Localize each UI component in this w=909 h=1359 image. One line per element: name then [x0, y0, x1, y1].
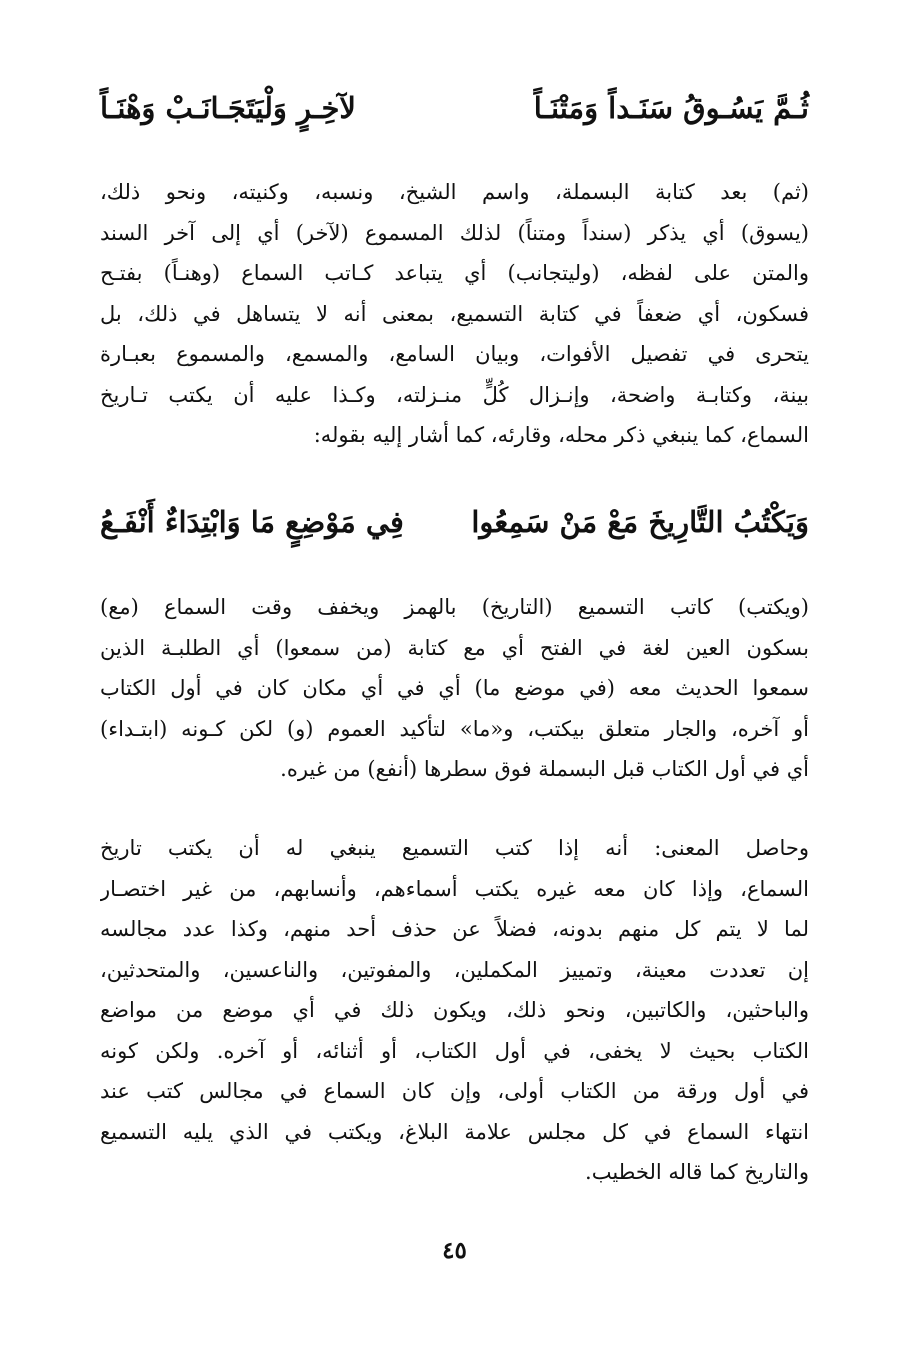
commentary-paragraph	[100, 172, 809, 456]
verse-line	[100, 500, 809, 544]
text-line: فسكون، أي ضعفاً في كتابة التسميع، بمعنى أنه لا يتساهل في ذلك، بل	[100, 301, 809, 326]
text-line: والمتن على لفظه، (وليتجانب) أي يتباعد كـاتب السماع (وهنـاً) بفتـح	[100, 261, 809, 285]
verse-line	[100, 86, 809, 130]
text-line: السماع، وإذا كان معه غيره يكتب أسماءهم، وأنسابهم، من غير اختصـار	[100, 876, 809, 901]
text-line: أي في أول الكتاب قبل البسملة فوق سطرها (أنفع) من غيره.	[280, 757, 809, 781]
text-line: لما لا يتم كل منهم بدونه، فضلاً عن حذف أحد منهم، وكذا عدد مجالسه	[100, 917, 809, 941]
text-line: (ثم) بعد كتابة البسملة، واسم الشيخ، ونسبه، وكنيته، ونحو ذلك،	[100, 180, 809, 204]
text-line: والباحثين، والكاتبين، ونحو ذلك، ويكون ذلك في أي موضع من مواضع	[100, 998, 809, 1022]
text-line: بينة، وكتابـة واضحة، وإنـزال كُلٍّ منـزلته، وكـذا عليه أن يكتب تـاريخ	[100, 382, 809, 407]
text-line: (يسوق) أي يذكر (سنداً ومتناً) لذلك المسموع (لآخر) أي إلى آخر السند	[100, 220, 809, 245]
verse-right-hemistich: وَيَكْتُبُ التَّارِيخَ مَعْ مَنْ سَمِعُوا	[471, 505, 809, 539]
text-line: إن تعددت معينة، وتمييز المكملين، والمفوتين، والناعسين، والمتحدثين،	[100, 957, 809, 982]
text-line: سمعوا الحديث معه (في موضع ما) أي في أي مكان كان في أول الكتاب	[100, 676, 809, 700]
summary-paragraph	[100, 828, 809, 1193]
verse-left-hemistich: لآخِـرٍ وَلْيَتَجَـانَـبْ وَهْنَـاً	[100, 91, 356, 125]
verse-left-hemistich: فِي مَوْضِعٍ مَا وَابْتِدَاءٌ أَنْفَـعُ	[100, 505, 404, 539]
text-line: يتحرى في تفصيل الأفوات، وبيان السامع، والمسمع، والمسموع بعبـارة	[100, 342, 809, 366]
text-line: السماع، كما ينبغي ذكر محله، وقارئه، كما أشار إليه بقوله:	[313, 423, 809, 447]
text-line: أو آخره، والجار متعلق بيكتب، و«ما» لتأكيد العموم (و) لكن كـونه (ابتـداء)	[100, 716, 809, 741]
text-line: انتهاء السماع في كل مجلس علامة البلاغ، ويكتب في الذي يليه التسميع	[100, 1119, 809, 1144]
text-line: بسكون العين لغة في الفتح أي مع كتابة (من سمعوا) أي الطلبـة الذين	[100, 635, 809, 660]
commentary-paragraph	[100, 587, 809, 790]
text-line: في أول ورقة من الكتاب أولى، وإن كان السماع في مجالس كتب عند	[100, 1079, 809, 1103]
text-line: والتاريخ كما قاله الخطيب.	[585, 1160, 809, 1184]
page-number: ٤٥	[442, 1237, 467, 1264]
book-page	[100, 0, 809, 1359]
verse-right-hemistich: ثُـمَّ يَسُـوقُ سَنَـداً وَمَتْنَـاً	[533, 91, 809, 125]
text-line: وحاصل المعنى: أنه إذا كتب التسميع ينبغي له أن يكتب تاريخ	[100, 836, 809, 860]
text-line: الكتاب بحيث لا يخفى، في أول الكتاب، أو أثنائه، أو آخره. ولكن كونه	[100, 1038, 809, 1063]
text-line: (ويكتب) كاتب التسميع (التاريخ) بالهمز ويخفف وقت السماع (مع)	[100, 595, 809, 619]
